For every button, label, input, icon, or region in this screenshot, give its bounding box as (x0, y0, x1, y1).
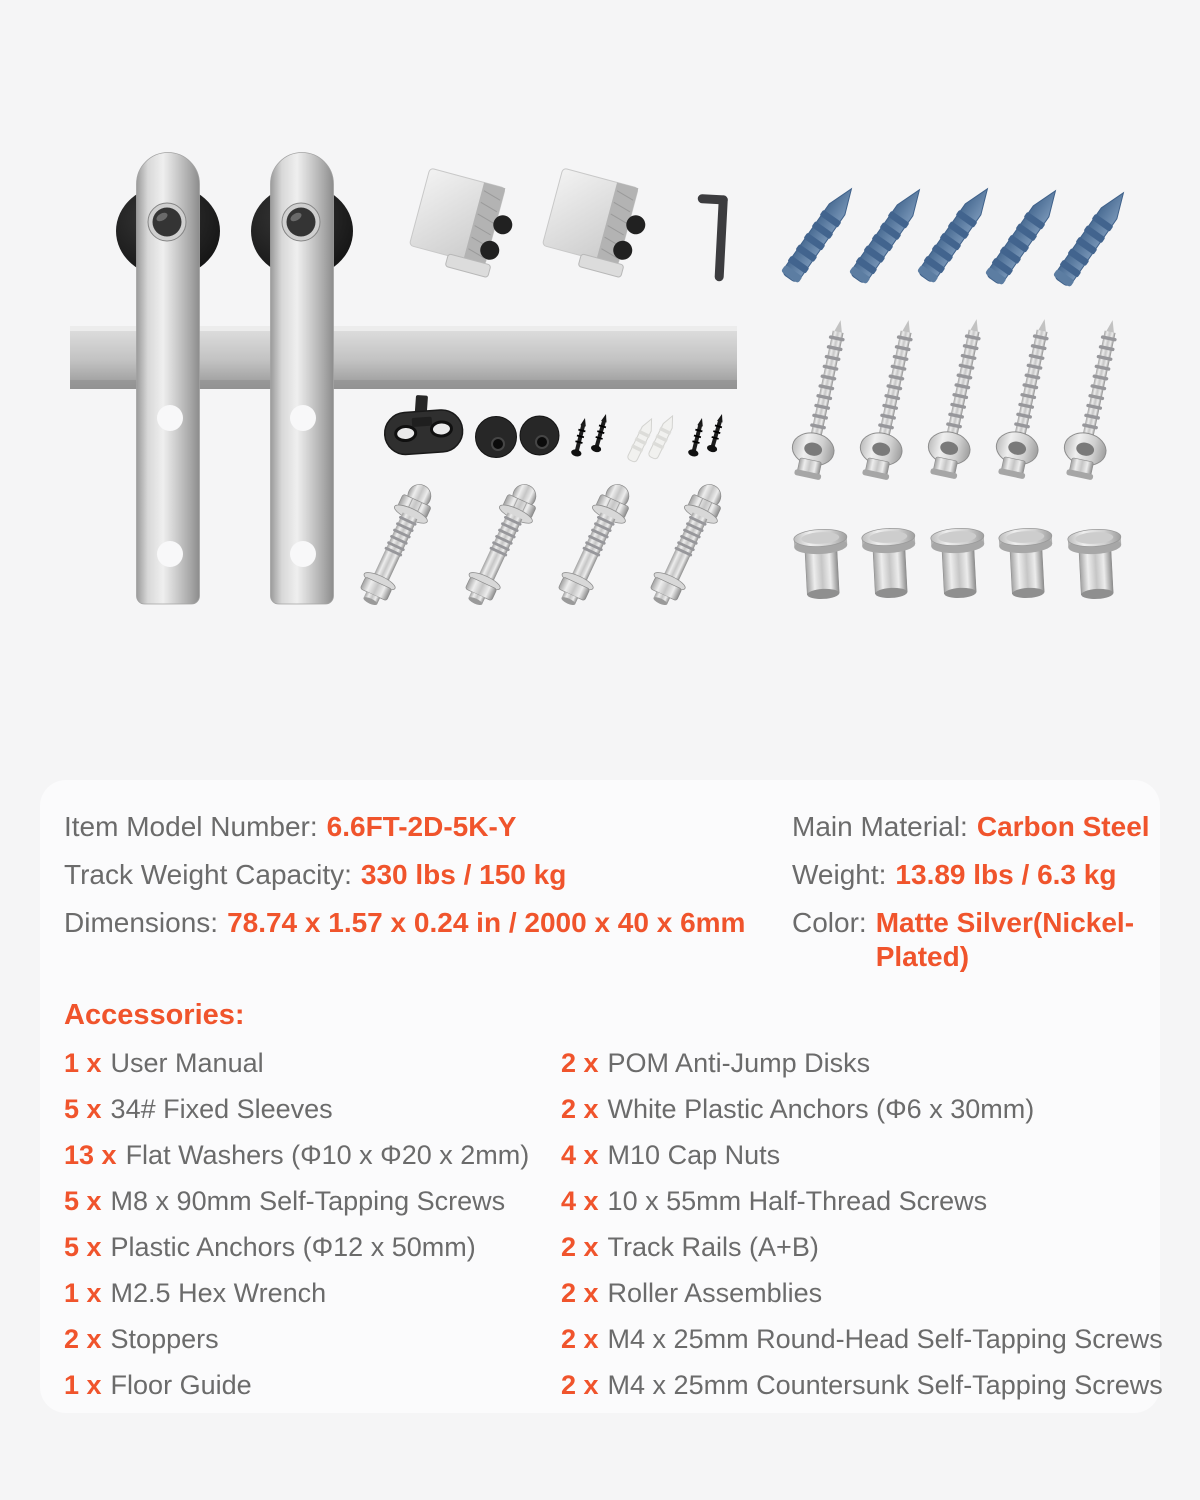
accessory-text: User Manual (110, 1048, 264, 1078)
accessory-item (64, 1270, 561, 1316)
accessory-item (64, 1362, 561, 1408)
accessory-item (561, 1178, 1163, 1224)
hex-wrench-icon (693, 194, 727, 281)
accessory-text: 10 x 55mm Half-Thread Screws (607, 1186, 988, 1216)
spec-value: 6.6FT-2D-5K-Y (326, 811, 517, 842)
accessory-item (64, 1178, 561, 1224)
accessory-item (64, 1132, 561, 1178)
accessory-qty: 2 x (561, 1048, 599, 1078)
accessory-item (561, 1224, 1163, 1270)
accessory-text: Plastic Anchors (Φ12 x 50mm) (110, 1232, 476, 1262)
floor-guide-illustration (382, 392, 464, 456)
accessory-qty: 5 x (64, 1232, 102, 1262)
accessory-qty: 5 x (64, 1186, 102, 1216)
spec-label: Color: (792, 907, 867, 938)
spec-label: Item Model Number: (64, 811, 318, 842)
spec-row-dimensions (64, 906, 792, 940)
roller-axle-icon (148, 203, 320, 241)
accessory-text: M2.5 Hex Wrench (110, 1278, 327, 1308)
spec-row-color (792, 906, 1136, 974)
spec-label: Weight: (792, 859, 887, 890)
spec-value: 330 lbs / 150 kg (360, 859, 567, 890)
spec-value: 13.89 lbs / 6.3 kg (895, 859, 1117, 890)
accessory-text: Stoppers (110, 1324, 219, 1354)
spec-row-weight (792, 858, 1136, 892)
countersunk-screws-illustration (687, 413, 727, 458)
accessory-qty: 2 x (561, 1324, 599, 1354)
accessories-column-left (64, 1040, 561, 1408)
accessory-qty: 4 x (561, 1186, 599, 1216)
accessory-item (64, 1040, 561, 1086)
accessory-text: Track Rails (A+B) (607, 1232, 819, 1262)
spec-value: Matte Silver(Nickel-Plated) (875, 907, 1135, 972)
spec-value: 78.74 x 1.57 x 0.24 in / 2000 x 40 x 6mm (227, 907, 746, 938)
accessory-item (561, 1132, 1163, 1178)
spec-column-right (792, 810, 1150, 988)
round-head-screws-illustration (570, 413, 611, 458)
accessory-qty: 1 x (64, 1048, 102, 1078)
plastic-anchors-illustration (780, 183, 1133, 289)
spec-row-capacity (64, 858, 792, 892)
accessory-qty: 4 x (561, 1140, 599, 1170)
accessory-text: M4 x 25mm Countersunk Self-Tapping Screws (607, 1370, 1163, 1400)
accessory-text: White Plastic Anchors (Φ6 x 30mm) (607, 1094, 1035, 1124)
accessory-item (64, 1086, 561, 1132)
accessory-qty: 2 x (561, 1094, 599, 1124)
accessory-item (561, 1270, 1163, 1316)
stopper-blocks-illustration (406, 168, 654, 280)
accessory-text: 34# Fixed Sleeves (110, 1094, 333, 1124)
anti-jump-disks-illustration (476, 416, 560, 458)
spec-label: Track Weight Capacity: (64, 859, 352, 890)
fixed-sleeves-illustration (793, 527, 1124, 600)
accessory-item (561, 1086, 1163, 1132)
accessories-column-right (561, 1040, 1163, 1408)
accessory-text: M4 x 25mm Round-Head Self-Tapping Screws (607, 1324, 1163, 1354)
accessory-text: M8 x 90mm Self-Tapping Screws (110, 1186, 506, 1216)
spec-value: Carbon Steel (976, 811, 1150, 842)
accessories-heading: Accessories: (64, 999, 245, 1031)
accessory-qty: 1 x (64, 1278, 102, 1308)
accessory-qty: 2 x (561, 1278, 599, 1308)
accessory-item (561, 1316, 1163, 1362)
accessory-text: Floor Guide (110, 1370, 252, 1400)
accessory-item (561, 1362, 1163, 1408)
spec-row-model (64, 810, 792, 844)
accessory-qty: 2 x (64, 1324, 102, 1354)
accessories-list (64, 1040, 1163, 1408)
accessory-text: Flat Washers (Φ10 x Φ20 x 2mm) (125, 1140, 530, 1170)
spec-column-left (64, 810, 792, 988)
spec-label: Dimensions: (64, 907, 219, 938)
accessory-qty: 2 x (561, 1232, 599, 1262)
spec-summary (64, 810, 1150, 988)
accessory-item (64, 1316, 561, 1362)
white-plastic-anchors-illustration (626, 413, 678, 463)
accessory-text: M10 Cap Nuts (607, 1140, 781, 1170)
self-tapping-screws-illustration (787, 315, 1134, 482)
accessory-qty: 5 x (64, 1094, 102, 1124)
hanger-bolts-illustration (353, 478, 731, 611)
accessory-qty: 13 x (64, 1140, 117, 1170)
accessory-item (64, 1224, 561, 1270)
accessory-qty: 2 x (561, 1370, 599, 1400)
accessory-item (561, 1040, 1163, 1086)
accessory-qty: 1 x (64, 1370, 102, 1400)
accessory-text: Roller Assemblies (607, 1278, 823, 1308)
spec-panel (40, 780, 1163, 1413)
accessory-text: POM Anti-Jump Disks (607, 1048, 871, 1078)
spec-label: Main Material: (792, 811, 968, 842)
spec-row-material (792, 810, 1150, 844)
